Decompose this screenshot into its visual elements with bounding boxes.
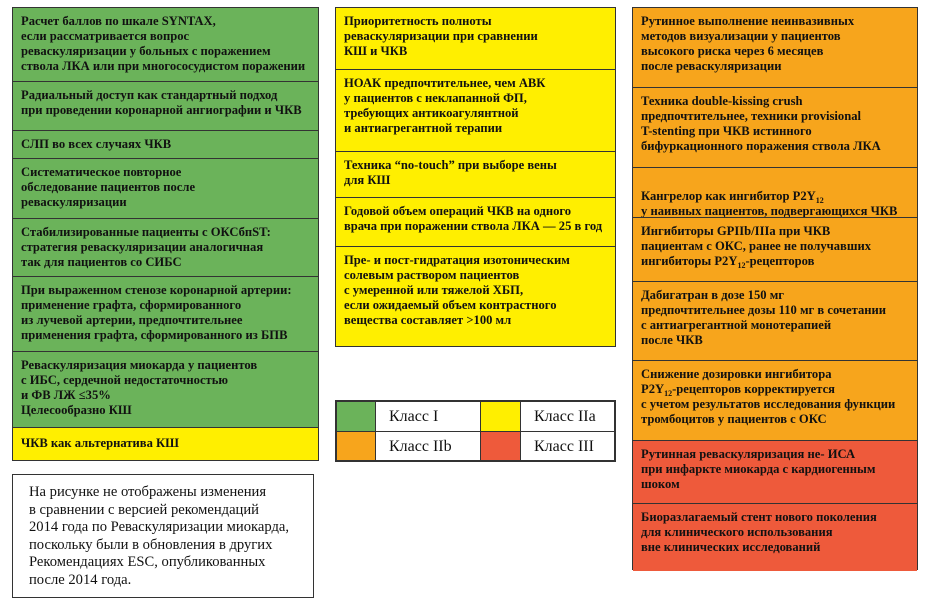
- recommendation-box: Снижение дозировки ингибитора $P2Y_{12}$-рецепторов корректируется с учетом результатов исследования функции тромбоцитов у пациентов с ОКС: [633, 361, 917, 441]
- recommendation-box: Систематическое повторное обследование пациентов после реваскуляризации: [13, 159, 318, 219]
- legend-label-class-I: Класс I: [375, 401, 481, 432]
- recommendation-box: Техника double-kissing crush предпочтительнее, техники provisional T-stenting при ЧКВ истинного бифуркационного поражения ствола ЛКА: [633, 88, 917, 168]
- legend-label-class-III: Класс III: [520, 431, 615, 461]
- recommendation-box: Рутинное выполнение неинвазивных методов визуализации у пациентов высокого риска через 6 месяцев после реваскуляризации: [633, 8, 917, 88]
- legend-swatch-class-IIa: [480, 401, 521, 432]
- recommendation-box: СЛП во всех случаях ЧКВ: [13, 131, 318, 159]
- legend-label-class-IIb: Класс IIb: [375, 431, 481, 461]
- legend: [335, 400, 616, 462]
- left-column: [12, 7, 319, 461]
- recommendation-box: При выраженном стенозе коронарной артерии: применение графта, сформированного из лучевой артерии, предпочтительнее применения графта, сформированного из БПВ: [13, 277, 318, 352]
- recommendation-box: [633, 168, 917, 218]
- recommendation-box: Биоразлагаемый стент нового поколения для клинического использования вне клинических исследований: [633, 504, 917, 571]
- footnote-box: На рисунке не отображены изменения в сравнении с версией рекомендаций 2014 года по Реваскуляризации миокарда, поскольку были в обновления в других Рекомендациях ESC, опубликованных после 2014 года.: [12, 474, 314, 598]
- legend-label-class-IIa: Класс IIa: [520, 401, 615, 432]
- recommendation-box: Пре- и пост-гидратация изотоническим солевым раствором пациентов с умеренной или тяжелой ХБП, если ожидаемый объем контрастного вещества составляет >100 мл: [336, 247, 615, 346]
- recommendation-box: Рутинная реваскуляризация не- ИСА при инфаркте миокарда с кардиогенным шоком: [633, 441, 917, 504]
- kangrelor-line-1: Кангрелор как ингибитор $P2Y_{12}$ у наивных пациентов, подвергающихся ЧКВ: [641, 189, 898, 218]
- recommendation-box: Радиальный доступ как стандартный подход при проведении коронарной ангиографии и ЧКВ: [13, 82, 318, 131]
- recommendation-box: Техника “no-touch” при выборе вены для КШ: [336, 152, 615, 198]
- recommendation-box: Годовой объем операций ЧКВ на одного врача при поражении ствола ЛКА — 25 в год: [336, 198, 615, 247]
- recommendation-box: Расчет баллов по шкале SYNTAX, если рассматривается вопрос реваскуляризации у больных с поражением ствола ЛКА или при многососудистом поражении: [13, 8, 318, 82]
- legend-swatch-class-IIb: [336, 431, 376, 461]
- recommendation-box: Реваскуляризация миокарда у пациентов с ИБС, сердечной недостаточностью и ФВ ЛЖ ≤35% Целесообразно КШ: [13, 352, 318, 428]
- recommendation-box: ЧКВ как альтернатива КШ: [13, 428, 318, 460]
- recommendation-box: Стабилизированные пациенты с ОКСбпST: стратегия реваскуляризации аналогичная так для пациентов со СИБС: [13, 219, 318, 277]
- legend-swatch-class-III: [480, 431, 521, 461]
- recommendation-box: Дабигатран в дозе 150 мг предпочтительнее дозы 110 мг в сочетании с антиагрегантной монотерапией после ЧКВ: [633, 282, 917, 361]
- recommendation-box: Ингибиторы GPIIb/IIIa при ЧКВ пациентам с ОКС, ранее не получавших ингибиторы $P2Y_{12}$-рецепторов: [633, 218, 917, 282]
- recommendation-box: Приоритетность полноты реваскуляризации при сравнении КШ и ЧКВ: [336, 8, 615, 70]
- middle-column: [335, 7, 616, 347]
- legend-swatch-class-I: [336, 401, 376, 432]
- right-column: [632, 7, 918, 570]
- recommendation-box: НОАК предпочтительнее, чем АВК у пациентов с неклапанной ФП, требующих антикоагулянтной и антиагрегантной терапии: [336, 70, 615, 152]
